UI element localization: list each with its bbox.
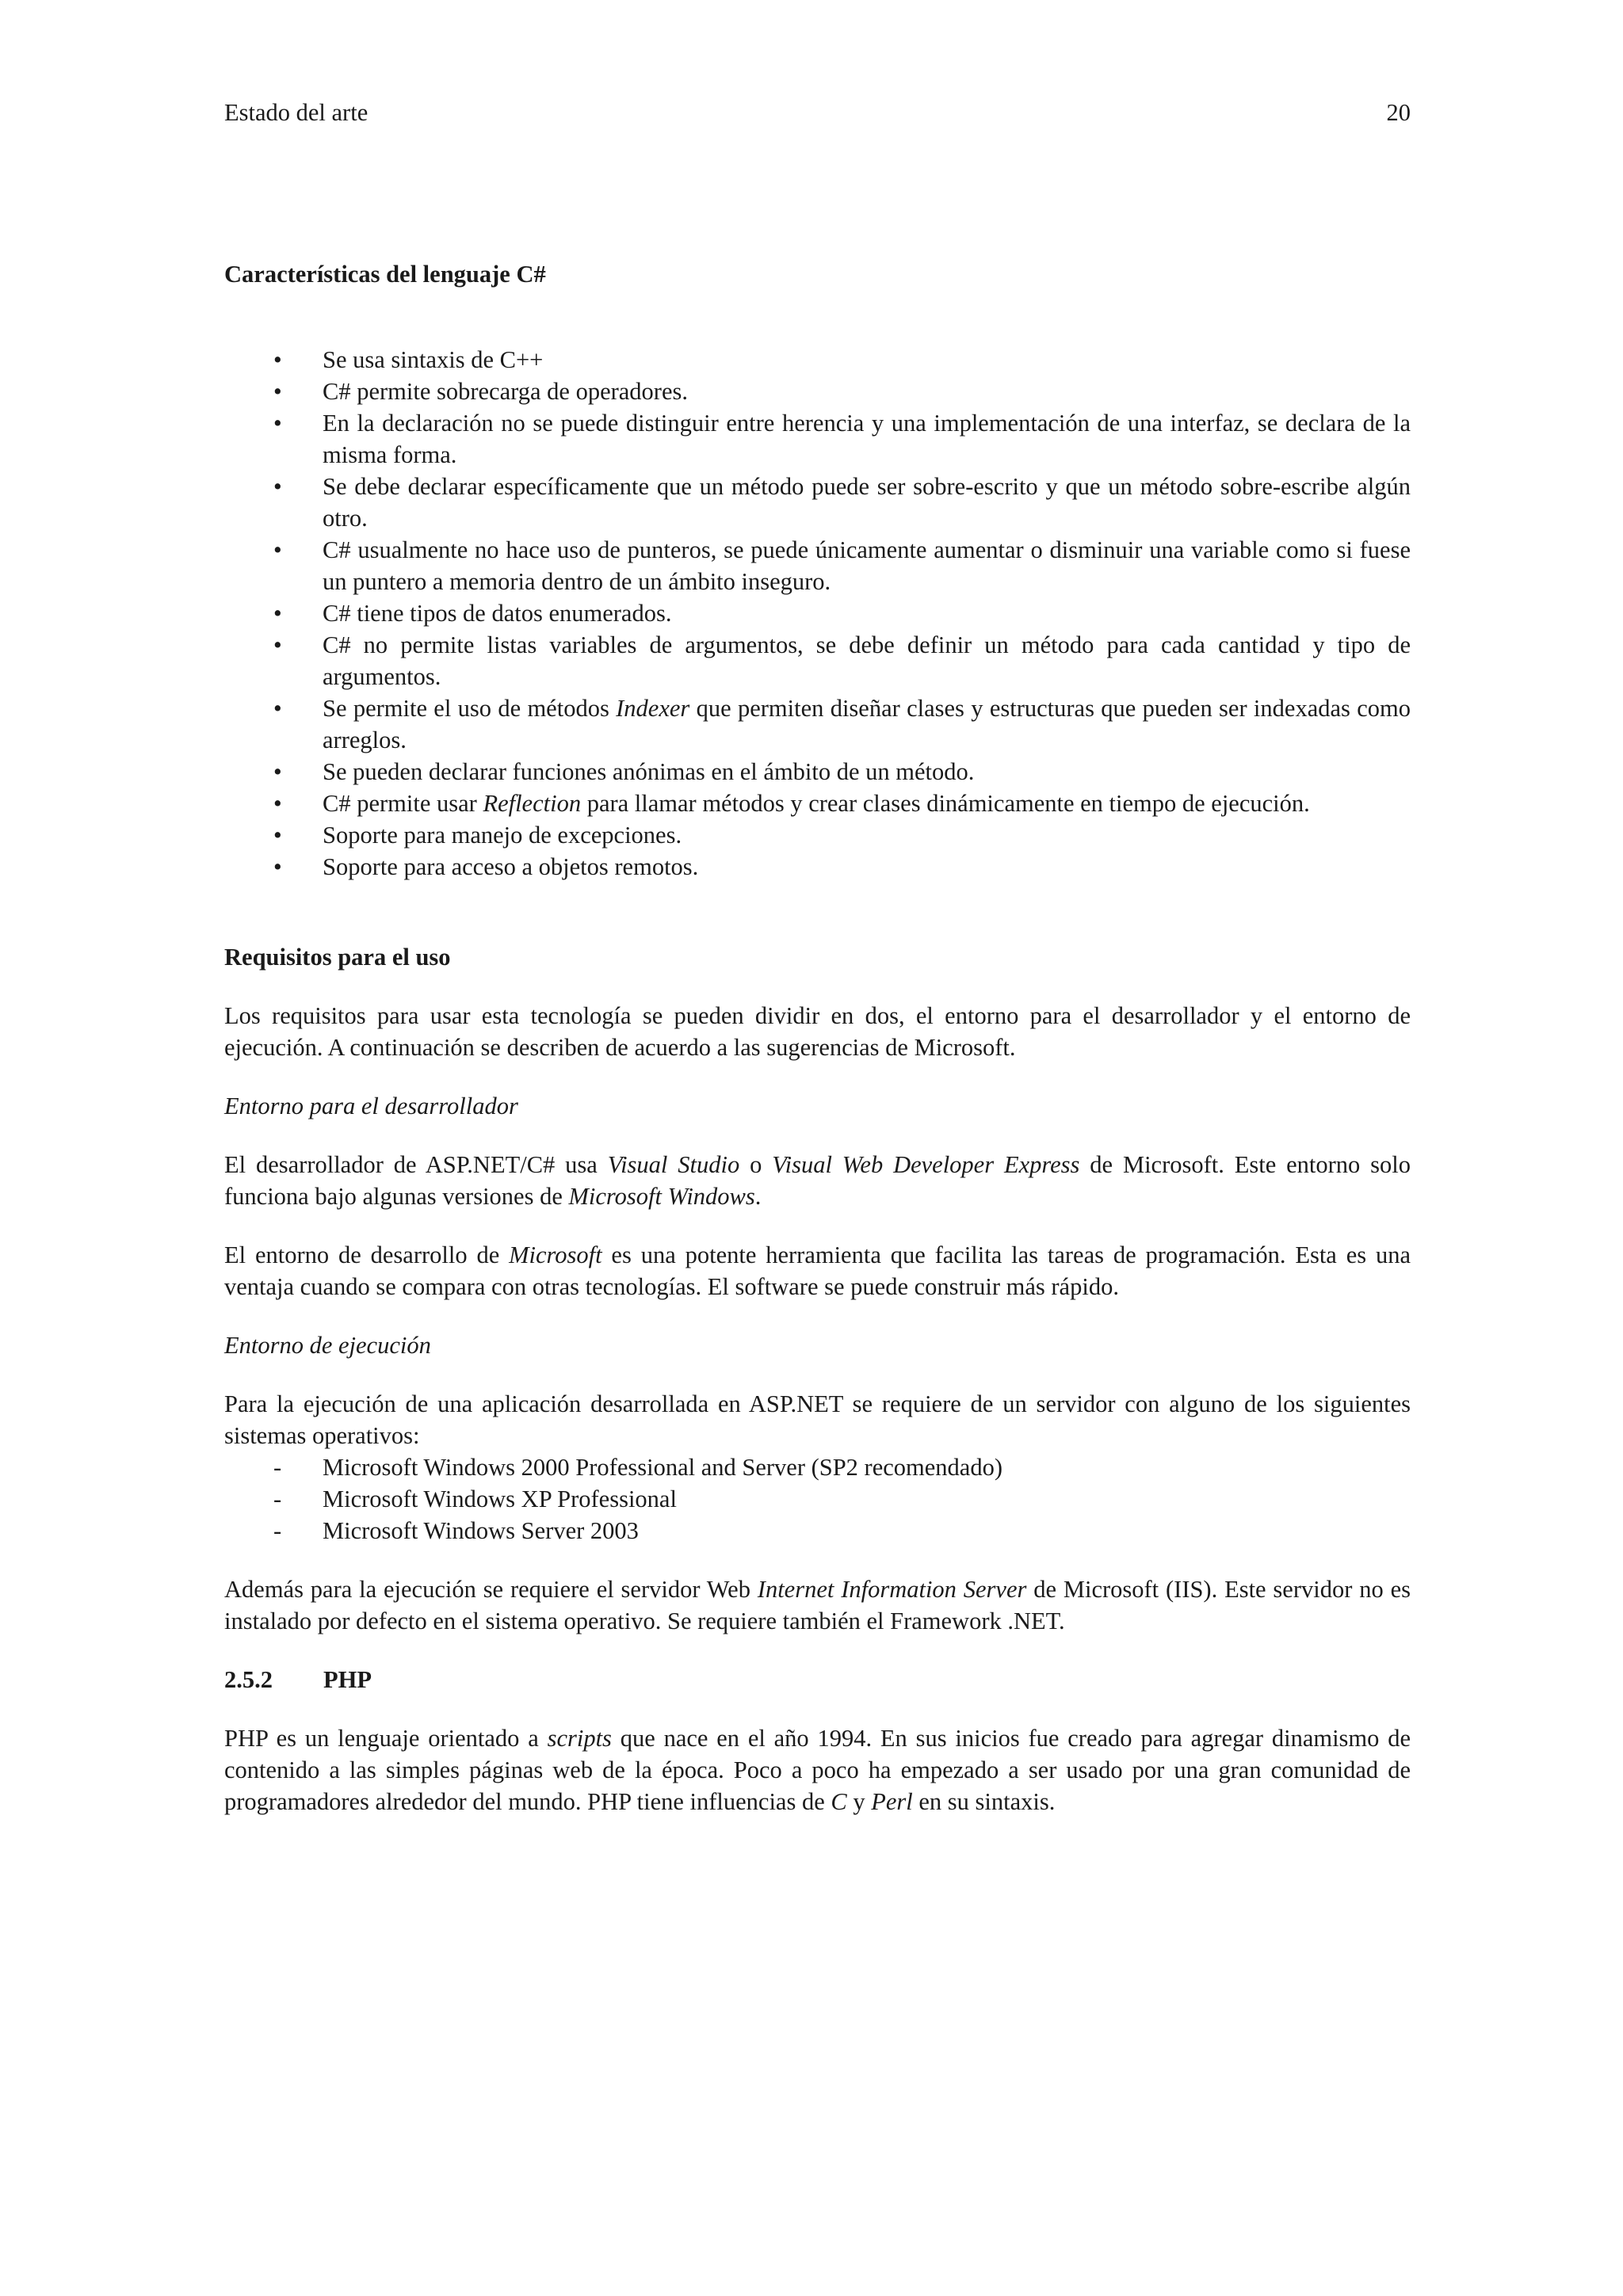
list-item bbox=[224, 407, 1411, 471]
list-item-text: Se usa sintaxis de C++ bbox=[323, 346, 544, 373]
list-item bbox=[224, 597, 1411, 629]
bullet-glyph: • bbox=[273, 536, 282, 563]
bullet-glyph: • bbox=[273, 790, 282, 817]
dash-glyph: - bbox=[273, 1486, 282, 1512]
bullet-glyph: • bbox=[273, 631, 282, 658]
list-item bbox=[224, 788, 1411, 819]
bullet-glyph: • bbox=[273, 600, 282, 627]
section-heading-requisitos: Requisitos para el uso bbox=[224, 944, 451, 971]
bullet-glyph: • bbox=[273, 758, 282, 785]
italic-run: Internet Information Server bbox=[757, 1576, 1027, 1603]
php-paragraph: PHP es un lenguaje orientado a scripts que nace en el año 1994. En sus inicios fue creado para agregar dinamismo de contenido a las simples páginas web de la época. Poco a poco ha empezado a ser usado por una gran comunidad de programadores alrededor del mundo. PHP tiene influencias de C y Perl en su sintaxis. bbox=[224, 1725, 1411, 1815]
list-item-text: C# permite usar Reflection para llamar métodos y crear clases dinámicamente en tiempo de ejecución. bbox=[323, 790, 1310, 817]
bullet-glyph: • bbox=[273, 378, 282, 405]
bullet-glyph: • bbox=[273, 695, 282, 722]
list-item-text: Se pueden declarar funciones anónimas en el ámbito de un método. bbox=[323, 758, 975, 785]
list-item bbox=[224, 851, 1411, 883]
page-header bbox=[224, 97, 1411, 128]
dash-glyph: - bbox=[273, 1454, 282, 1481]
bullet-glyph: • bbox=[273, 473, 282, 500]
os-list bbox=[224, 1451, 1411, 1547]
list-item bbox=[224, 756, 1411, 788]
ejecucion-intro-paragraph: Para la ejecución de una aplicación desarrollada en ASP.NET se requiere de un servidor con alguno de los siguientes sistemas operativos: bbox=[224, 1390, 1411, 1449]
list-item-text: En la declaración no se puede distinguir entre herencia y una implementación de una interfaz, se declara de la misma forma. bbox=[323, 410, 1411, 468]
bullet-glyph: • bbox=[273, 822, 282, 849]
list-item-text: C# usualmente no hace uso de punteros, se puede únicamente aumentar o disminuir una variable como si fuese un puntero a memoria dentro de un ámbito inseguro. bbox=[323, 536, 1411, 595]
list-item bbox=[224, 534, 1411, 597]
list-item bbox=[224, 819, 1411, 851]
list-item bbox=[224, 471, 1411, 534]
desarrollador-paragraph-1: El desarrollador de ASP.NET/C# usa Visual Studio o Visual Web Developer Express de Microsoft. Este entorno solo funciona bajo algunas versiones de Microsoft Windows. bbox=[224, 1151, 1411, 1210]
list-item bbox=[224, 692, 1411, 756]
italic-run: C bbox=[831, 1788, 847, 1815]
page-number: 20 bbox=[1386, 99, 1411, 126]
ejecucion-paragraph-2: Además para la ejecución se requiere el servidor Web Internet Information Server de Microsoft (IIS). Este servidor no es instalado por defecto en el sistema operativo. Se requiere también el Framework .NET. bbox=[224, 1576, 1411, 1634]
bullet-glyph: • bbox=[273, 853, 282, 880]
list-item-text: Se permite el uso de métodos Indexer que permiten diseñar clases y estructuras que pueden ser indexadas como arreglos. bbox=[323, 695, 1411, 753]
italic-run: Reflection bbox=[483, 790, 582, 817]
list-item-text: Soporte para acceso a objetos remotos. bbox=[323, 853, 699, 880]
italic-run: Visual Studio bbox=[607, 1151, 740, 1178]
list-item-text: Microsoft Windows 2000 Professional and Server (SP2 recomendado) bbox=[323, 1454, 1002, 1481]
section-number: 2.5.2 bbox=[224, 1666, 273, 1693]
desarrollador-paragraph-2: El entorno de desarrollo de Microsoft es una potente herramienta que facilita las tareas de programación. Esta es una ventaja cuando se compara con otras tecnologías. El software se puede construir más rápido. bbox=[224, 1241, 1411, 1300]
list-item-text: Microsoft Windows Server 2003 bbox=[323, 1517, 639, 1544]
bullet-glyph: • bbox=[273, 346, 282, 373]
running-header-title: Estado del arte bbox=[224, 99, 369, 126]
subheading-entorno-desarrollador: Entorno para el desarrollador bbox=[224, 1093, 518, 1119]
bullet-glyph: • bbox=[273, 410, 282, 437]
dash-glyph: - bbox=[273, 1517, 282, 1544]
list-item bbox=[224, 1483, 1411, 1515]
italic-run: Perl bbox=[871, 1788, 913, 1815]
list-item bbox=[224, 376, 1411, 407]
caracteristicas-list bbox=[224, 344, 1411, 883]
italic-run: Microsoft Windows bbox=[568, 1183, 755, 1210]
italic-run: Visual Web Developer Express bbox=[772, 1151, 1080, 1178]
list-item bbox=[224, 1515, 1411, 1547]
italic-run: Indexer bbox=[616, 695, 690, 722]
section-heading-caracteristicas: Características del lenguaje C# bbox=[224, 261, 546, 288]
list-item bbox=[224, 344, 1411, 376]
requisitos-intro-paragraph: Los requisitos para usar esta tecnología se pueden dividir en dos, el entorno para el desarrollador y el entorno de ejecución. A continuación se describen de acuerdo a las sugerencias de Microsoft. bbox=[224, 1002, 1411, 1061]
list-item-text: Microsoft Windows XP Professional bbox=[323, 1486, 677, 1512]
list-item bbox=[224, 629, 1411, 692]
italic-run: scripts bbox=[547, 1725, 612, 1752]
page-content bbox=[224, 258, 1411, 1817]
section-title: PHP bbox=[323, 1666, 372, 1693]
list-item-text: Soporte para manejo de excepciones. bbox=[323, 822, 682, 849]
list-item-text: C# no permite listas variables de argumentos, se debe definir un método para cada cantidad y tipo de argumentos. bbox=[323, 631, 1411, 690]
subheading-entorno-ejecucion: Entorno de ejecución bbox=[224, 1332, 431, 1359]
section-heading-php bbox=[224, 1664, 1411, 1695]
list-item bbox=[224, 1451, 1411, 1483]
list-item-text: Se debe declarar específicamente que un método puede ser sobre-escrito y que un método sobre-escribe algún otro. bbox=[323, 473, 1411, 532]
italic-run: Microsoft bbox=[509, 1241, 602, 1268]
list-item-text: C# permite sobrecarga de operadores. bbox=[323, 378, 688, 405]
list-item-text: C# tiene tipos de datos enumerados. bbox=[323, 600, 672, 627]
